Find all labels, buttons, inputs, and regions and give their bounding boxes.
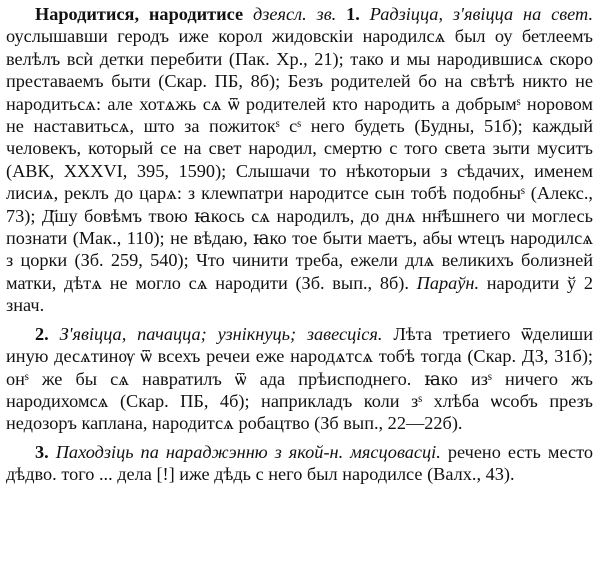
sense-1-paragraph: [6, 3, 593, 317]
sense-gloss: З'явіцца, пачацца; узнікнуць; завесціся.: [59, 323, 383, 344]
sense-citations: речено есть место дѣдво. того ... дела [!] иже дѣдь с него был народилсе (Валх., 43).: [6, 441, 594, 485]
paradigm-reference: народити ў 2 знач.: [6, 272, 593, 316]
sense-citations: Лѣта третиего ѿделиши иную десѧтинѹ ѿ всехъ речеи еже народѧтсѧ тобѣ тогда (Скар. ДЗ, 31б); онˢ же бы сѧ навратилъ ѿ ада прѣисподнего. ꙗко изˢ ничего жъ народихомсѧ (Скар. ПБ, 4б); наприкладъ коли зˢ хлѣба ѡсобъ презъ недозоръ каплана, народитсѧ робацтво (Зб вып., 22—22б).: [6, 323, 593, 434]
sense-gloss: Паходзіць па нараджэнню з якой-н. мясцовасці.: [55, 441, 441, 462]
sense-number: 1.: [346, 4, 360, 24]
sense-gloss: Радзіцца, з'явіцца на свет.: [369, 4, 594, 24]
headword: Народитися, народитисе: [35, 4, 244, 24]
paradigm-label: Параўн.: [416, 272, 480, 293]
sense-2-paragraph: [6, 323, 593, 435]
sense-number: 2.: [35, 323, 49, 344]
sense-citations: оуслышавши геродъ иже корол жидовскіи народилсѧ был оу бетлеемъ велѣлъ всѝ детки перебити (Пак. Хр., 21); тако и мы народившисѧ скоро преставаемъ быти (Скар. ПБ, 8б); Безъ родителей бо на свѣтѣ никто не народитьсѧ: але хотѧжь сѧ ѿ родителей кто народить а добрымˢ норовом не наставитьсѧ, што за пожитокˢ сˢ него будеть (Будны, 51б); каждый человекъ, который се на свет народил, смертю с того света зыти муситъ (АВК, XXXVI, 395, 1590); Слышачи то нѣкоторыи з сѣдачих, именем лисиѧ, реклъ до царѧ: з клеѡпатри народитсе сын тобѣ подобныˢ (Алекс., 73); Д҃шу бовѣмъ твою ꙗкось сѧ народилъ, до днѧ нн҃ѣшнего чи моглесь познати (Мак., 110); не вѣдаю, ꙗко тое быти маетъ, абы ѡтецъ народилсѧ з цорки (Зб. 259, 540); Что чинити треба, ежели длѧ великихъ болизней матки, дѣтѧ не могло сѧ народити (Зб. вып., 8б).: [6, 26, 593, 293]
part-of-speech: дзеясл. зв.: [253, 4, 337, 24]
sense-number: 3.: [35, 441, 49, 462]
sense-3-paragraph: [6, 441, 593, 486]
